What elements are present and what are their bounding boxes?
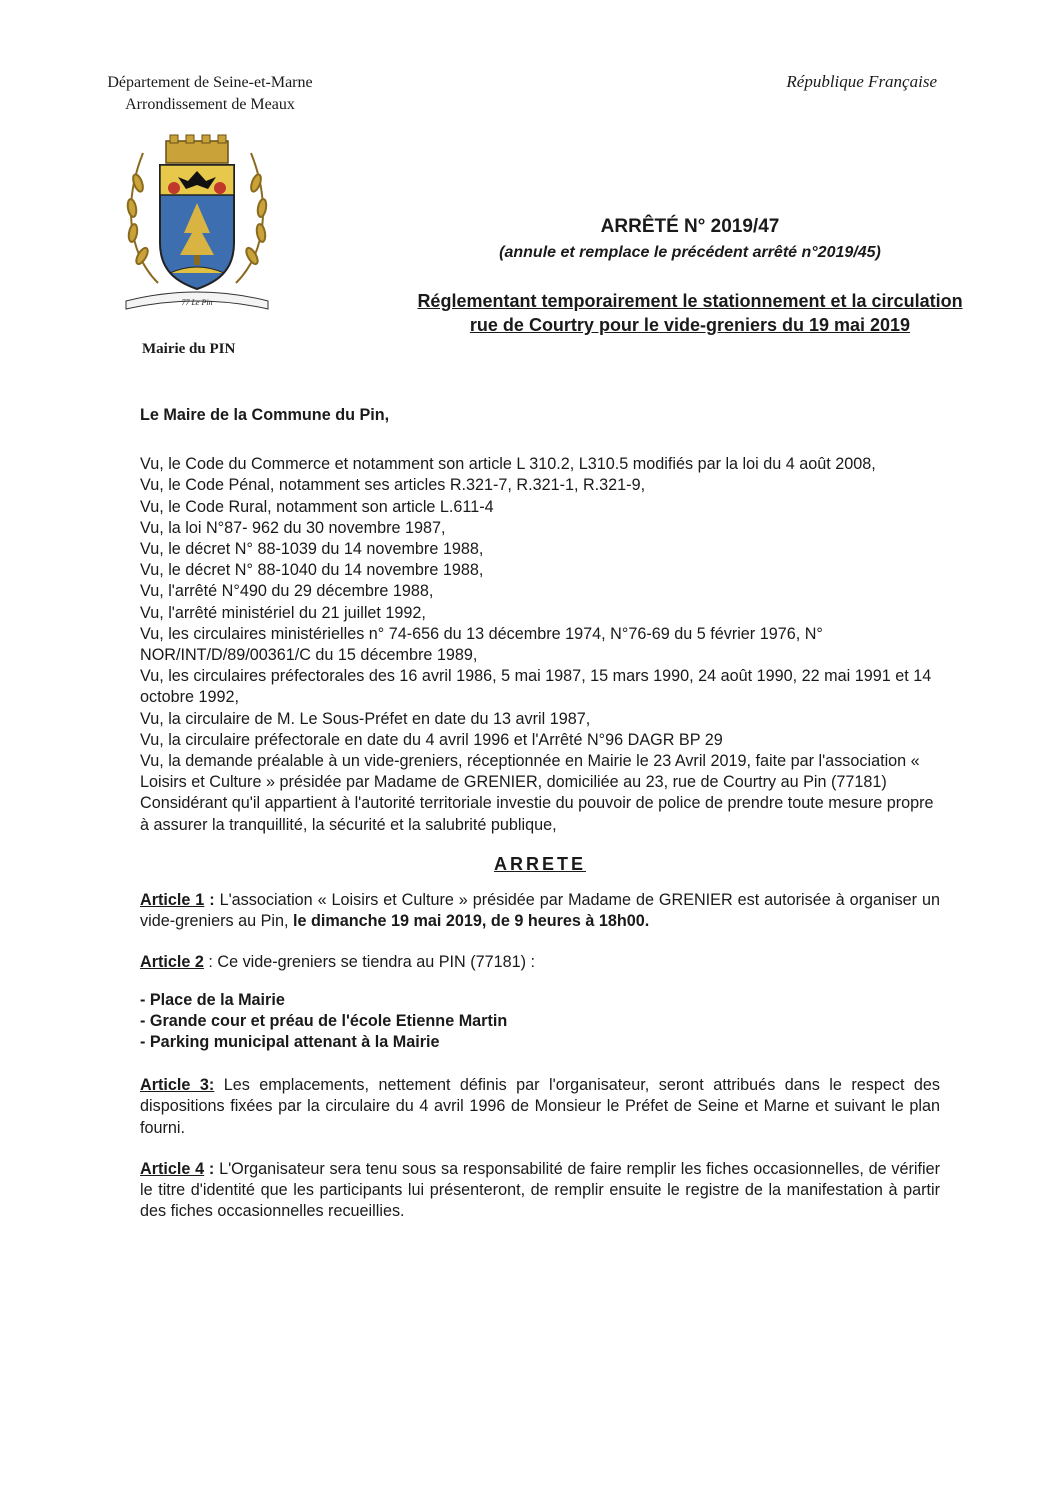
document-body [140,405,940,1243]
crest-motto: 77 Le Pin [181,298,213,307]
article-1-text: L'association « Loisirs et Culture » présidée par Madame de GRENIER est autorisée à organiser un vide-greniers au Pin, [140,891,940,931]
article-2-places [140,990,940,1054]
considerant-item: Considérant qu'il appartient à l'autorité territoriale investie du pouvoir de police de prendre toute mesure propre à assurer la tranquillité, la sécurité et la salubrité publique, [140,794,934,834]
article-4-label: Article 4 [140,1159,205,1178]
department-header [60,72,360,116]
coat-of-arms-logo [118,133,276,313]
visa-item: Vu, le Code Pénal, notamment ses articles R.321-7, R.321-1, R.321-9, [140,476,646,495]
visa-item: Vu, les circulaires préfectorales des 16 avril 1986, 5 mai 1987, 15 mars 1990, 24 août 1990, 22 mai 1991 et 14 octobre 1992, [140,667,932,707]
place-item: - Parking municipal attenant à la Mairie [140,1033,440,1052]
department-name: Département de Seine-et-Marne [107,74,313,91]
article-2 [140,952,940,973]
article-1 [140,890,940,932]
article-3-label: Article 3: [140,1076,215,1095]
arrete-number: ARRÊTÉ N° 2019/47 [600,216,780,237]
article-4 [140,1159,940,1223]
article-1-colon: : [204,891,215,910]
visa-item: Vu, la circulaire préfectorale en date du 4 avril 1996 et l'Arrêté N°96 DAGR BP 29 [140,730,723,749]
visas-list [140,454,940,836]
article-3 [140,1075,940,1139]
arrete-heading: ARRETE [493,853,586,874]
article-2-text: : Ce vide-greniers se tiendra au PIN (77181) : [203,953,535,972]
visa-item: Vu, la circulaire de M. Le Sous-Préfet en date du 13 avril 1987, [140,709,591,728]
mairie-label: Mairie du PIN [142,341,236,357]
place-item: - Place de la Mairie [140,990,285,1009]
arrondissement-name: Arrondissement de Meaux [125,96,295,113]
visa-item: Vu, le décret N° 88-1040 du 14 novembre 1988, [140,561,484,580]
visa-item: Vu, le Code Rural, notamment son article L.611-4 [140,497,494,516]
article-3-text: Les emplacements, nettement définis par l'organisateur, seront attribués dans le respect des dispositions fixées par la circulaire du 4 avril 1996 de Monsieur le Préfet de Seine et Marne et suivant le plan fourni. [140,1076,940,1137]
arrete-object [360,289,1020,337]
visa-item: Vu, les circulaires ministérielles n° 74-656 du 13 décembre 1974, N°76-69 du 5 février 1976, N° NOR/INT/D/89/00361/C du 15 décembre 1989, [140,624,823,665]
maire-heading: Le Maire de la Commune du Pin, [140,406,390,424]
visa-item: Vu, la demande préalable à un vide-greniers, réceptionnée en Mairie le 23 Avril 2019, faite par l'association « Loisirs et Culture » présidée par Madame de GRENIER, domiciliée au 23, rue de Courtry au Pin (77181) [140,752,920,792]
article-1-label: Article 1 [140,891,205,910]
visa-item: Vu, la loi N°87- 962 du 30 novembre 1987, [140,518,446,537]
place-item: - Grande cour et préau de l'école Etienne Martin [140,1011,508,1030]
visa-item: Vu, l'arrêté ministériel du 21 juillet 1992, [140,603,426,622]
article-4-colon: : [204,1159,215,1178]
republic-label: République Française [786,72,937,91]
article-1-date: le dimanche 19 mai 2019, de 9 heures à 18h00. [292,912,650,931]
visa-item: Vu, le Code du Commerce et notamment son article L 310.2, L310.5 modifiés par la loi du 4 août 2008, [140,455,876,474]
article-2-label: Article 2 [140,953,204,972]
arrete-subtitle: (annule et remplace le précédent arrêté n°2019/45) [499,244,881,261]
object-line-1: Réglementant temporairement le stationnement et la circulation [417,291,963,311]
visa-item: Vu, le décret N° 88-1039 du 14 novembre 1988, [140,540,484,559]
visa-item: Vu, l'arrêté N°490 du 29 décembre 1988, [140,582,434,601]
object-line-2: rue de Courtry pour le vide-greniers du 19 mai 2019 [469,315,911,335]
article-4-text: L'Organisateur sera tenu sous sa responsabilité de faire remplir les fiches occasionnelles, de vérifier le titre d'identité que les participants lui présenteront, de remplir ensuite le registre de la manifestation à partir des fiches occasionnelles recueillies. [140,1159,940,1221]
